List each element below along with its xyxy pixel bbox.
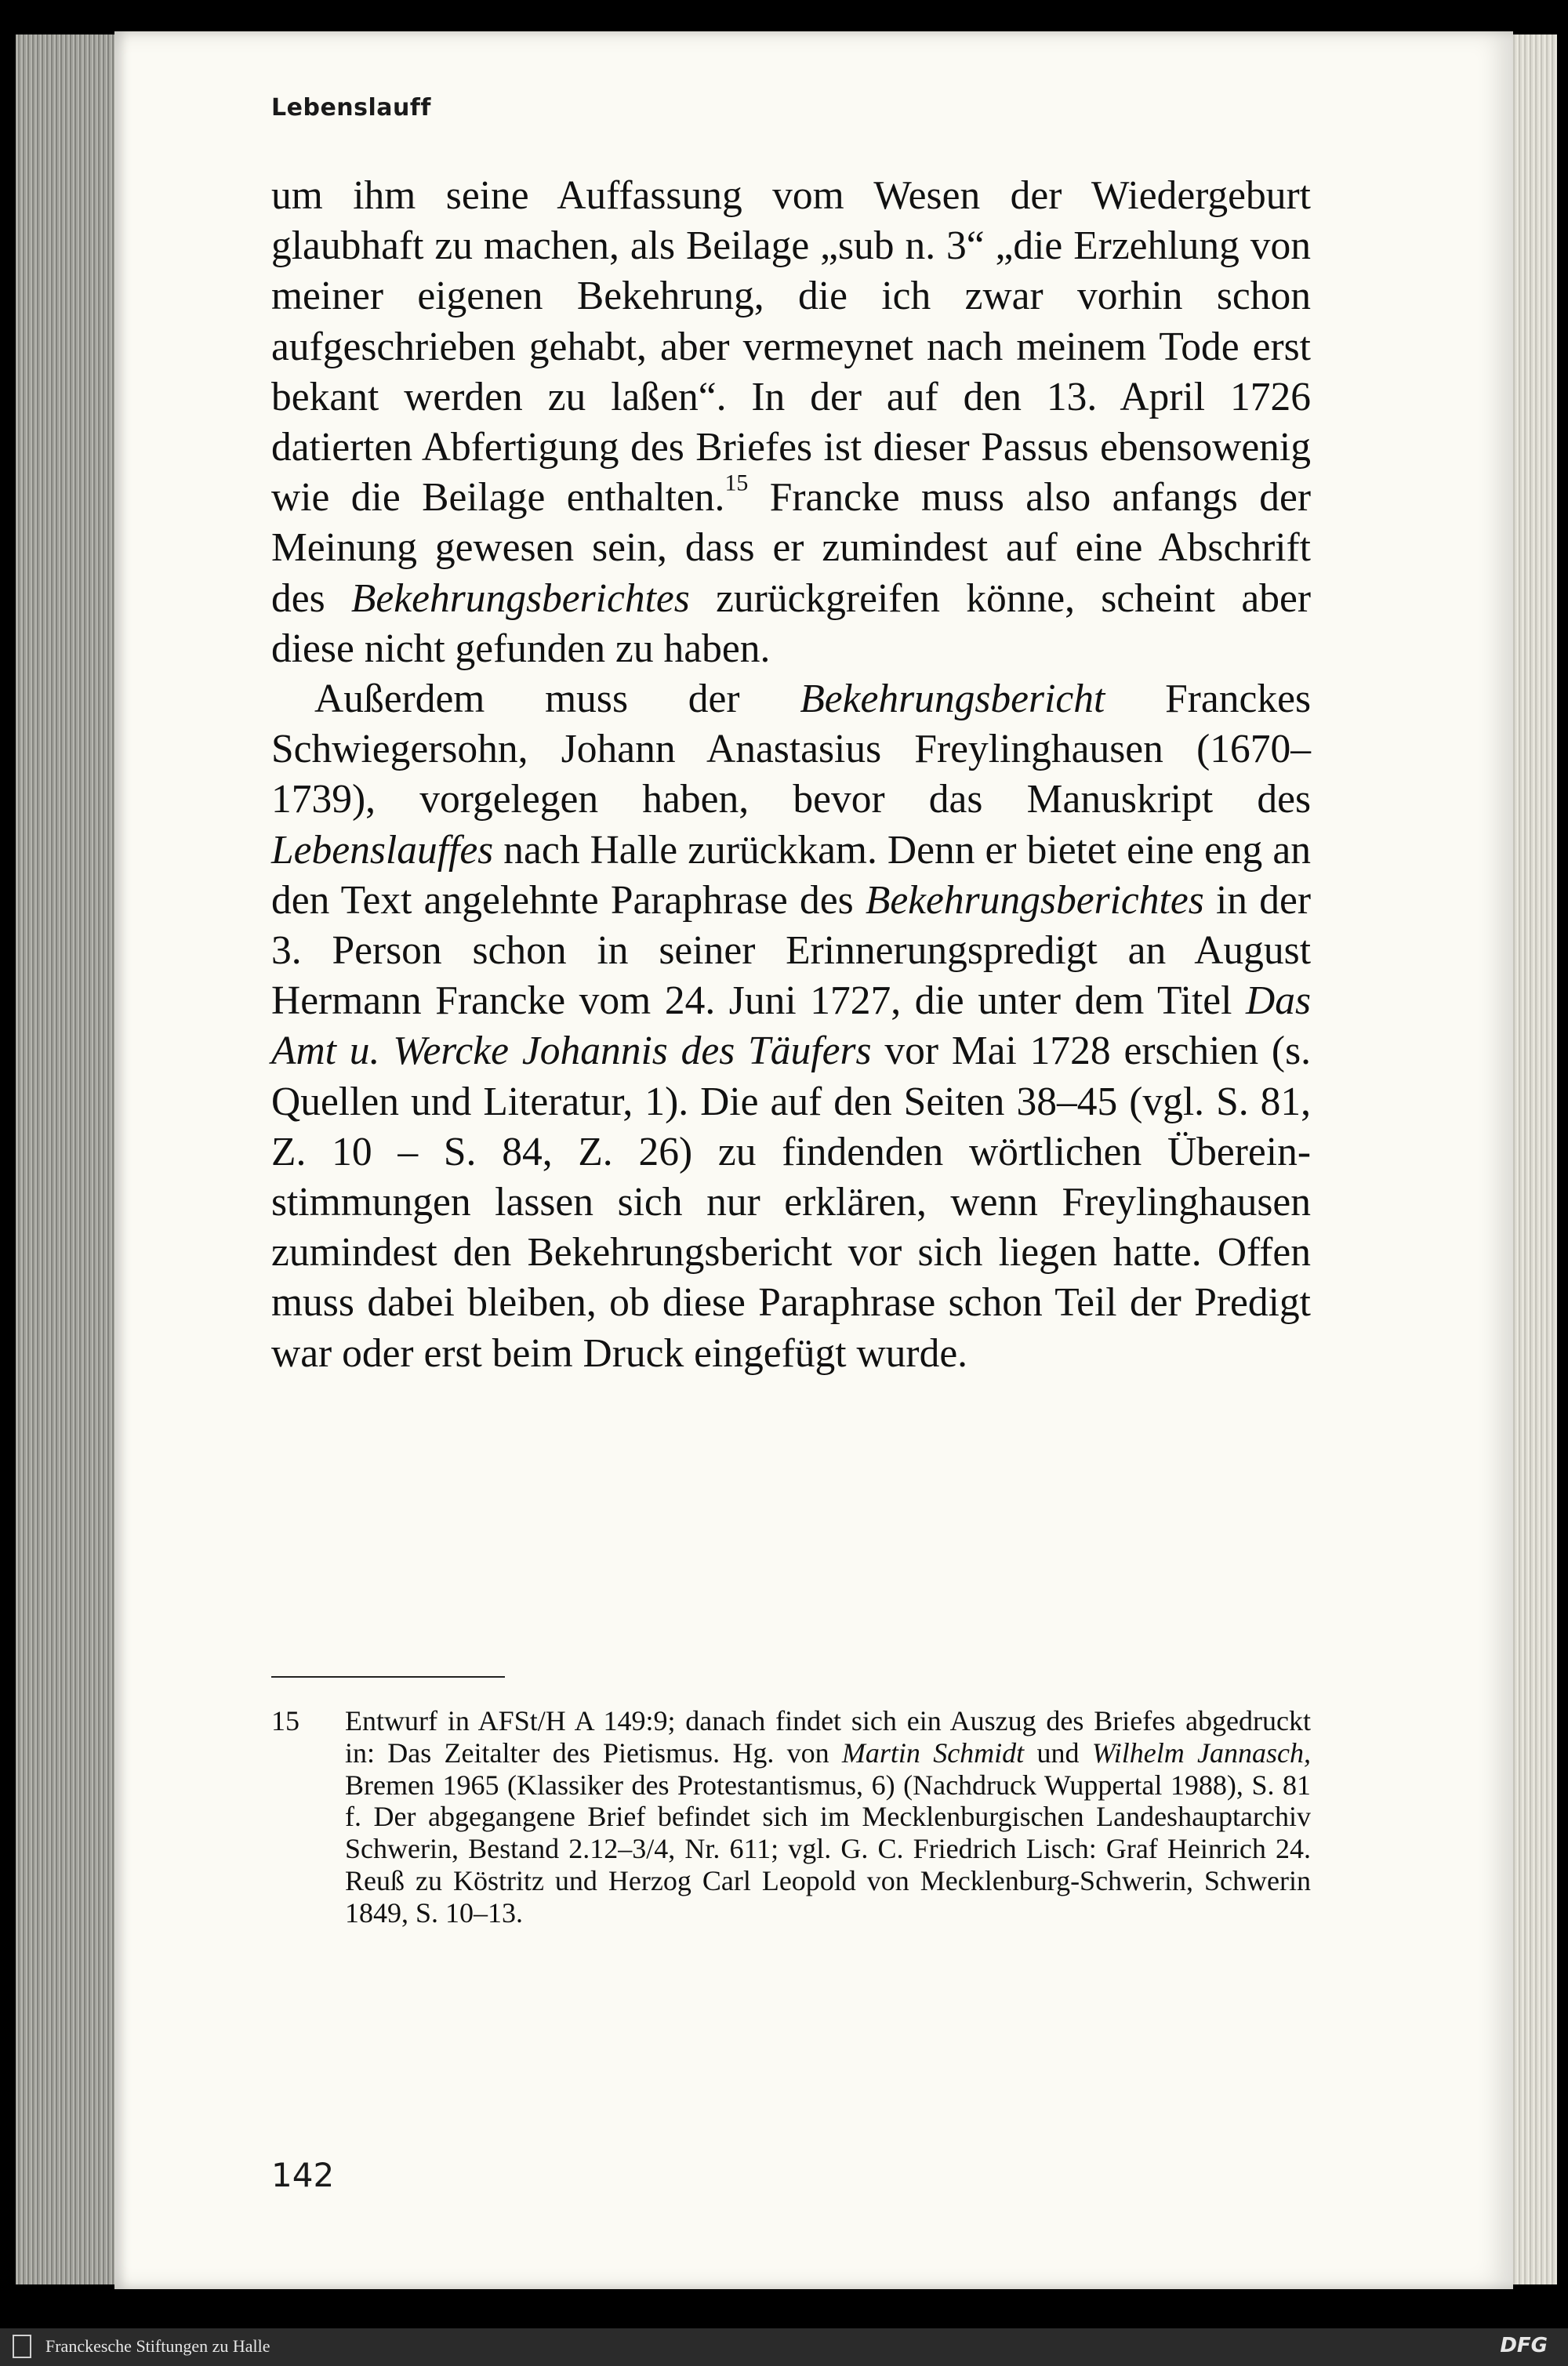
- footnote-15: [271, 1705, 1311, 1929]
- body-text: [271, 171, 1311, 1379]
- footnote-text: Entwurf in AFSt/H A 149:9; danach findet sich ein Auszug des Briefes abgedruckt in: Das Zeitalter des Pietismus. Hg. von Martin Schmidt und Wilhelm Jannasch, Bremen 1965 (Klassiker des Protestantismus, 6) (Nachdruck Wuppertal 1988), S. 81 f. Der abgegangene Brief befindet sich im Mecklenburgischen Landeshauptarchiv Schwerin, Bestand 2.12–3/4, Nr. 611; vgl. G. C. Friedrich Lisch: Graf Heinrich 24. Reuß zu Köstritz und Herzog Carl Leopold von Mecklenburg-Schwerin, Schwerin 1849, S. 10–13.: [345, 1705, 1312, 1929]
- footnote-ref-15[interactable]: 15: [724, 470, 749, 496]
- paragraph-1: um ihm seine Auffassung vom Wesen der Wiedergeburt glaubhaft zu machen, als Beilage „sub n. 3“ „die Erzehlung von meiner eigenen Bekehrung, die ich zwar vorhin schon aufgeschrieben gehabt, aber vermeynet nach meinem Tode erst bekant werden zu laßen“. In der auf den 13. April 1726 datierten Abfertigung des Briefes ist dieser Passus ebensowenig wie die Beilage enthalten.$^{15}$ Francke muss also anfangs der Meinung gewesen sein, dass er zumindest auf eine Abschrift des Bekehrungsberichtes zurückgreifen könne, scheint aber diese nicht gefunden zu haben.: [271, 173, 1311, 671]
- page-number: 142: [271, 2156, 335, 2194]
- dfg-logo[interactable]: DFG: [1500, 2334, 1548, 2357]
- paragraph-2: Außerdem muss der Bekehrungsbericht Franckes Schwiegersohn, Johann Anastasius Freylinghausen (1670–1739), vorgelegen haben, bevor das Manuskript des Lebenslauffes nach Halle zurückkam. Denn er bietet eine eng an den Text angelehnte Paraphrase des Bekehrungsberichtes in der 3. Person schon in seiner Erinnerungspredigt an August Hermann Francke vom 24. Juni 1727, die unter dem Titel Das Amt u. Wercke Johannis des Täufers vor Mai 1728 erschien (s. Quellen und Literatur, 1). Die auf den Seiten 38–45 (vgl. S. 81, Z. 10 – S. 84, Z. 26) zu findenden wörtlichen Übereinstimmungen lassen sich nur erklären, wenn Freylinghausen zumindest den Bekehrungsbericht vor sich liegen hatte. Offen muss dabei bleiben, ob diese Paraphrase schon Teil der Predigt war oder erst beim Druck eingefügt wurde.: [271, 677, 1311, 1376]
- footnote-rule: [271, 1676, 505, 1678]
- running-head: Lebenslauff: [271, 94, 431, 122]
- book-edge-left: [16, 34, 116, 2284]
- book-edge-right: [1510, 34, 1557, 2284]
- institution-logo-icon: [13, 2335, 31, 2358]
- credit-institution[interactable]: Franckesche Stiftungen zu Halle: [45, 2336, 270, 2356]
- footnote-number: 15: [271, 1705, 299, 1736]
